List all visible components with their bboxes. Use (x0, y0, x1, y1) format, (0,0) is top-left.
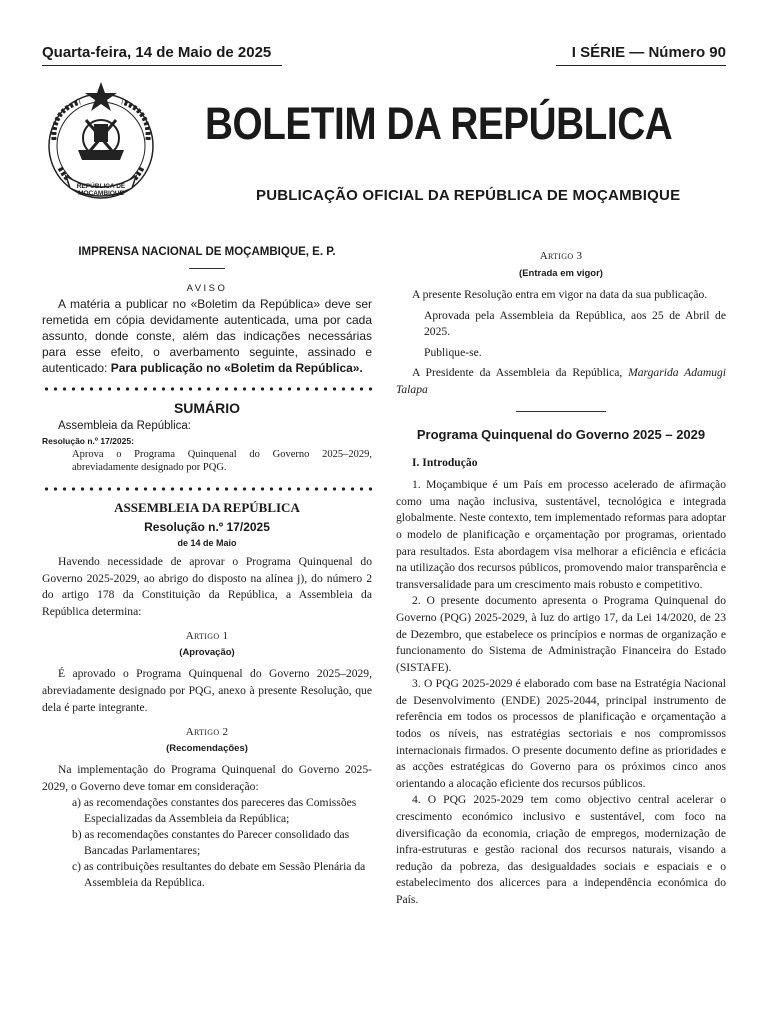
article-title: (Recomendações) (166, 743, 248, 755)
publication-subtitle: PUBLICAÇÃO OFICIAL DA REPÚBLICA DE MOÇAMBIQUE (256, 187, 681, 204)
emblem-text: MOÇAMBIQUE (78, 190, 124, 197)
publisher-name: IMPRENSA NACIONAL DE MOÇAMBIQUE, E. P. (78, 246, 336, 258)
summary-heading: SUMÁRIO (173, 400, 241, 416)
paragraph: 2. O presente documento apresenta o Programa Quinquenal do Governo (PQG) 2025-2029, à luz do artigo 17, da Lei 14/2020, de 23 de Dezembro, que estabelece os princípios e normas de organização e funcionamento do Sistema de Administração Financeira do Estado (SISTAFE). (396, 594, 726, 674)
right-column (396, 246, 726, 909)
dotted-divider (42, 486, 372, 492)
notice-text (42, 296, 372, 376)
resolution-date: de 14 de Maio (177, 538, 237, 548)
preamble: Havendo necessidade de aprovar o Programa Quinquenal do Governo 2025-2029, ao abrigo do disposto na alínea j), do número 2 do artigo 178 da Constituição da República, a Assembleia da República determina: (42, 555, 372, 618)
list-item: a) as recomendações constantes dos pareceres das Comissões Especializadas da Assembleia da República; (72, 796, 357, 826)
article-number: Artigo 1 (185, 630, 229, 643)
dotted-divider (42, 386, 372, 392)
article-text: Na implementação do Programa Quinquenal do Governo 2025-2029, o Governo deve tomar em consideração: (42, 763, 372, 793)
issue-date: Quarta-feira, 14 de Maio de 2025 (42, 44, 272, 61)
list-item: c) as contribuições resultantes do debate em Sessão Plenária da Assembleia da República. (72, 860, 366, 890)
summary-resolution: Resolução n.º 17/2025: (42, 436, 134, 446)
notice-heading: AVISO (186, 283, 228, 294)
section-heading: ASSEMBLEIA DA REPÚBLICA (114, 500, 300, 515)
paragraph: 1. Moçambique é um País em processo acelerado de afirmação como uma nação inclusiva, sustentável, tecnológica e integrada globalmente. Neste contexto, tem implementado reformas para adoptar o modelo de planificação e orçamentação por programas, orientado para resultados. Esta abordagem visa melhorar a eficiência e eficácia na utilização dos recursos públicos, promovendo maior transparência e transversalidade para um crescimento mais robusto e competitivo. (396, 478, 726, 591)
divider (556, 65, 726, 66)
issue-number: I SÉRIE — Número 90 (571, 44, 726, 61)
masthead-topline (42, 44, 726, 68)
summary-description: Aprova o Programa Quinquenal do Governo 2025–2029, abreviadamente designado por PQG. (72, 449, 372, 473)
publish-text: Publique-se. (424, 345, 482, 359)
notice-bold: Para publicação no «Boletim da República». (110, 361, 363, 375)
programme-title: Programa Quinquenal do Governo 2025 – 2029 (416, 426, 706, 442)
publication-title: BOLETIM DA REPÚBLICA (205, 98, 673, 149)
subsection-heading: I. Introdução (412, 455, 478, 469)
national-emblem-icon (40, 80, 162, 208)
approval-text: Aprovada pela Assembleia da República, aos 25 de Abril de 2025. (424, 308, 726, 339)
paragraph: 3. O PQG 2025-2029 é elaborado com base na Estratégia Nacional de Desenvolvimento (ENDE) 2025-2044, principal instrumento de referência em todos os processos de planificação e orçamentação a todos os níveis, nas estratégias sectoriais e nos compromissos internacionais firmados. O presente documento define as prioridades e as acções estratégicas do Governo para os próximos cinco anos orientando a alocação eficiente dos recursos públicos. (396, 677, 726, 790)
paragraph: 4. O PQG 2025-2029 tem como objectivo central acelerar o crescimento económico inclusivo e sustentável, com foco na diversificação da economia, criação de empregos, modernização de infra-estruturas e gestão racional dos recursos naturais, visando a redução da pobreza, das desigualdades sociais e espaciais e o estabelecimento dos alicerces para a independência económica do País. (396, 793, 726, 906)
article-number: Artigo 3 (539, 250, 583, 262)
article-text: É aprovado o Programa Quinquenal do Governo 2025–2029, abreviadamente designado por PQG, anexo à presente Resolução, que dela é parte integrante. (42, 667, 372, 714)
signatory-role: A Presidente da Assembleia da República, (412, 366, 623, 380)
left-column (42, 246, 372, 891)
summary-org: Assembleia da República: (58, 420, 191, 432)
list-item: b) as recomendações constantes do Parecer consolidado das Bancadas Parlamentares; (72, 828, 350, 858)
divider (516, 411, 606, 412)
article-number: Artigo 2 (185, 726, 229, 739)
divider (42, 65, 282, 66)
signatory (396, 365, 726, 398)
notice-body: A matéria a publicar no «Boletim da República» deve ser remetida em cópia devidamente autenticada, uma por cada assunto, donde conste, além das indicações necessárias para esse efeito, o averbamento seguinte, assinado e autenticado: (42, 297, 372, 375)
article-title: (Aprovação) (179, 647, 235, 659)
article-text: A presente Resolução entra em vigor na data da sua publicação. (412, 288, 708, 301)
signatory-name: Margarida Adamugi Talapa (396, 366, 727, 396)
article-title: (Entrada em vigor) (519, 268, 603, 279)
divider (189, 268, 225, 269)
emblem-text: REPÚBLICA DE (76, 183, 126, 190)
resolution-heading: Resolução n.º 17/2025 (144, 520, 270, 534)
